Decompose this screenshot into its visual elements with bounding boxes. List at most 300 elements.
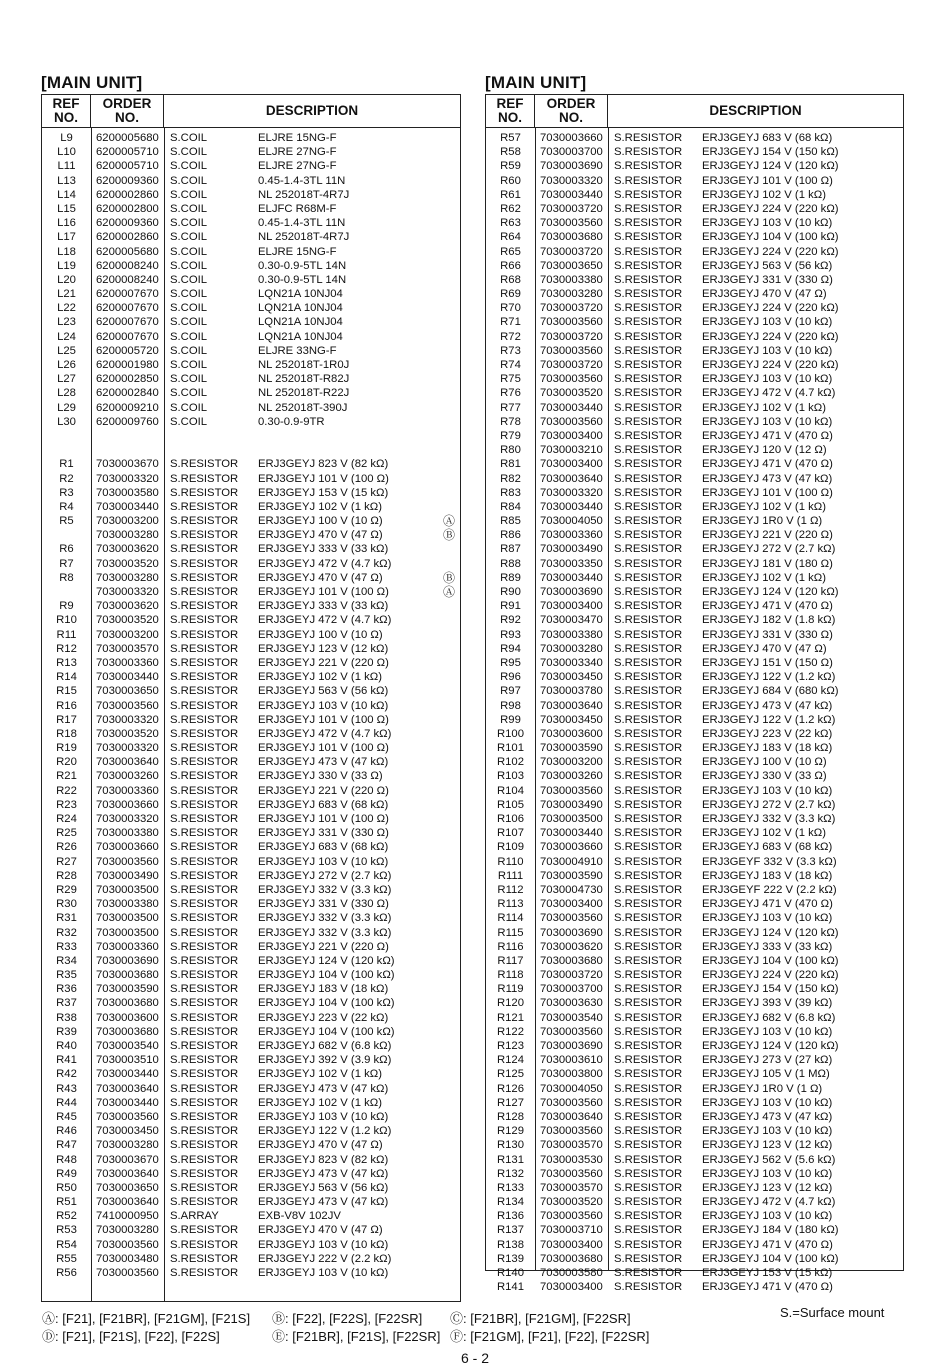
part-type-cell: S.RESISTOR	[614, 841, 683, 854]
part-value-cell: ERJ3GEYJ 470 V (47 Ω)	[258, 529, 383, 542]
table-header	[486, 95, 903, 128]
table-row	[42, 699, 460, 713]
variant-mark-cell	[438, 1153, 460, 1167]
part-type-cell: S.RESISTOR	[170, 586, 239, 598]
ref-no-cell: L14	[57, 188, 76, 201]
variant-mark-cell: Ⓐ	[442, 514, 455, 529]
ref-no-cell: R47	[56, 1139, 77, 1152]
ref-no-cell: R31	[56, 912, 77, 925]
part-type-cell: S.RESISTOR	[170, 997, 239, 1010]
part-value-cell: ERJ3GEYJ 124 V (120 kΩ)	[702, 586, 839, 598]
part-value-cell: ERJ3GEYJ 331 V (330 Ω)	[258, 827, 389, 840]
part-type-cell: S.RESISTOR	[614, 784, 683, 797]
part-value-cell: ERJ3GEYJ 124 V (120 kΩ)	[702, 926, 839, 939]
part-value-cell: ERJ3GEYJ 103 V (10 kΩ)	[258, 699, 389, 712]
ref-no-cell: R22	[56, 784, 77, 797]
part-value-cell: ERJ3GEYJ 182 V (1.8 kΩ)	[702, 614, 836, 627]
header-label: ORDER NO.	[102, 96, 152, 125]
ref-no-cell: R105	[496, 798, 524, 811]
order-no-cell: 7030003540	[540, 1011, 603, 1024]
part-type-cell: S.RESISTOR	[614, 316, 683, 329]
part-value-cell: ERJ3GEYJ 224 V (220 kΩ)	[702, 330, 839, 343]
part-value-cell: ERJ3GEYJ 183 V (18 kΩ)	[702, 742, 833, 755]
ref-no-cell: R76	[500, 387, 521, 400]
part-value-cell: ELJRE 33NG-F	[258, 344, 337, 357]
table-body	[486, 128, 903, 1294]
part-type-cell: S.RESISTOR	[614, 344, 683, 357]
ref-no-cell: R5	[59, 515, 74, 528]
variant-mark-cell	[438, 188, 460, 202]
variant-mark-cell	[438, 1067, 460, 1081]
table-row	[486, 954, 903, 968]
order-no-cell: 7030003380	[540, 628, 603, 641]
variant-mark-cell	[438, 613, 460, 627]
order-no-cell: 7030003640	[96, 1167, 159, 1180]
ref-no-cell: R86	[500, 529, 521, 542]
table-row	[42, 542, 460, 556]
ref-no-cell: R141	[496, 1281, 524, 1294]
ref-no-cell: R20	[56, 756, 77, 769]
table-row	[486, 1025, 903, 1039]
order-no-cell: 7030003590	[96, 983, 159, 996]
order-no-cell	[91, 443, 164, 457]
table-row	[42, 1053, 460, 1067]
variant-mark-cell	[438, 1266, 460, 1280]
ref-no-cell	[42, 429, 91, 443]
part-type-cell: S.RESISTOR	[614, 1082, 683, 1095]
part-type-cell: S.RESISTOR	[170, 798, 239, 811]
ref-no-cell	[42, 443, 91, 457]
ref-no-cell: R14	[56, 671, 77, 684]
part-value-cell: ERJ3GEYJ 473 V (47 kΩ)	[258, 1196, 389, 1209]
order-no-cell: 7030003440	[540, 188, 603, 201]
table-row	[42, 500, 460, 514]
table-row	[42, 301, 460, 315]
part-value-cell: ERJ3GEYJ 333 V (33 kΩ)	[258, 600, 389, 613]
ref-no-cell: R103	[496, 770, 524, 783]
part-type-cell: S.RESISTOR	[170, 727, 239, 740]
ref-no-cell: R118	[497, 969, 524, 982]
variant-mark-cell	[438, 741, 460, 755]
part-value-cell: ERJ3GEYJ 124 V (120 kΩ)	[258, 954, 395, 967]
ref-no-cell: R12	[56, 642, 77, 655]
table-row	[42, 883, 460, 897]
order-no-cell: 7030003570	[96, 642, 159, 655]
table-row	[486, 1153, 903, 1167]
variant-mark-cell	[438, 401, 460, 415]
table-row	[42, 968, 460, 982]
table-row	[486, 486, 903, 500]
part-type-cell: S.RESISTOR	[170, 841, 239, 854]
order-no-cell: 7030003560	[540, 1096, 603, 1109]
ref-no-cell: R136	[496, 1210, 524, 1223]
ref-no-cell: R82	[500, 472, 521, 485]
ref-no-cell: R109	[496, 841, 524, 854]
order-no-cell: 7030003600	[96, 1011, 159, 1024]
column-divider	[608, 128, 609, 1270]
table-row	[42, 613, 460, 627]
order-no-cell: 7030003440	[540, 827, 603, 840]
part-value-cell: ERJ3GEYJ 470 V (47 Ω)	[702, 642, 827, 655]
order-no-cell: 7030003560	[96, 855, 159, 868]
table-row	[486, 174, 903, 188]
ref-no-cell: R42	[56, 1068, 77, 1081]
ref-no-cell: R46	[56, 1125, 77, 1138]
table-row	[42, 1153, 460, 1167]
table-row	[486, 557, 903, 571]
part-type-cell: S.COIL	[170, 288, 208, 301]
ref-no-cell: R4	[59, 500, 74, 513]
part-value-cell: ERJ3GEYJ 122 V (1.2 kΩ)	[702, 671, 836, 684]
part-type-cell: S.RESISTOR	[614, 1096, 683, 1109]
order-no-cell: 7030003320	[96, 813, 159, 825]
order-no-cell: 7030003720	[540, 330, 603, 343]
table-row	[486, 755, 903, 769]
table-row	[42, 1138, 460, 1152]
table-row	[42, 869, 460, 883]
order-no-cell: 7030003490	[540, 543, 603, 556]
part-value-cell: ERJ3GEYJ 682 V (6.8 kΩ)	[702, 1011, 836, 1024]
order-no-cell: 7030003260	[540, 770, 603, 783]
part-type-cell: S.RESISTOR	[170, 600, 239, 613]
table-row	[486, 812, 903, 826]
order-no-cell: 6200002850	[96, 373, 159, 386]
part-value-cell: ERJ3GEYJ 101 V (100 Ω)	[258, 586, 389, 598]
part-type-cell: S.RESISTOR	[614, 883, 683, 896]
table-row	[486, 1167, 903, 1181]
part-type-cell: S.COIL	[170, 132, 208, 144]
part-type-cell: S.RESISTOR	[614, 1011, 683, 1024]
part-type-cell: S.RESISTOR	[614, 912, 683, 925]
order-no-cell: 6200008240	[96, 259, 159, 272]
variant-mark-cell	[438, 1025, 460, 1039]
part-type-cell: S.RESISTOR	[614, 699, 683, 712]
order-no-cell: 7030003660	[96, 798, 159, 811]
variant-mark-cell	[438, 372, 460, 386]
part-value-cell: ERJ3GEYJ 103 V (10 kΩ)	[702, 217, 833, 230]
part-value-cell: ERJ3GEYJ 823 V (82 kΩ)	[258, 1153, 389, 1166]
table-row	[486, 585, 903, 599]
part-type-cell: S.RESISTOR	[170, 1096, 239, 1109]
part-type-cell: S.RESISTOR	[170, 628, 239, 641]
order-no-cell: 7030003520	[96, 557, 159, 570]
section-title: [MAIN UNIT]	[485, 73, 587, 92]
variant-mark-cell	[438, 911, 460, 925]
part-type-cell: S.RESISTOR	[614, 146, 683, 159]
variant-mark-cell	[438, 174, 460, 188]
order-no-cell: 7030003280	[96, 571, 159, 584]
part-type-cell: S.RESISTOR	[614, 1238, 683, 1251]
part-value-cell: ERJ3GEYJ 153 V (15 kΩ)	[258, 486, 389, 499]
part-type-cell: S.COIL	[170, 259, 208, 272]
table-row	[42, 273, 460, 287]
part-type-cell: S.RESISTOR	[170, 1011, 239, 1024]
table-row	[486, 968, 903, 982]
part-value-cell: ERJ3GEYJ 470 V (47 Ω)	[702, 288, 827, 301]
order-no-cell: 7030003340	[540, 656, 603, 669]
table-row	[42, 1011, 460, 1025]
table-row	[486, 713, 903, 727]
table-row	[486, 1011, 903, 1025]
variant-mark-cell	[438, 202, 460, 216]
part-type-cell: S.RESISTOR	[170, 472, 239, 485]
order-no-cell: 7030003570	[540, 1181, 603, 1194]
table-row	[486, 386, 903, 400]
part-type-cell: S.RESISTOR	[170, 770, 239, 783]
part-value-cell: ERJ3GEYJ 184 V (180 kΩ)	[702, 1224, 839, 1237]
order-no-cell: 7030003650	[96, 1181, 159, 1194]
part-value-cell: ERJ3GEYJ 473 V (47 kΩ)	[258, 1082, 389, 1095]
part-value-cell: ERJ3GEYJ 154 V (150 kΩ)	[702, 983, 839, 996]
table-row	[486, 996, 903, 1010]
order-no-cell: 7030003560	[540, 784, 603, 797]
order-no-cell: 7030003210	[540, 444, 603, 457]
order-no-cell: 7030003200	[96, 628, 159, 641]
description-header: DESCRIPTION	[709, 103, 802, 118]
table-row	[486, 571, 903, 585]
ref-no-cell: L24	[57, 330, 76, 343]
ref-no-cell: R125	[496, 1068, 524, 1081]
variant-mark-cell	[438, 1138, 460, 1152]
part-type-cell: S.RESISTOR	[614, 1224, 683, 1237]
part-type-cell: S.RESISTOR	[614, 770, 683, 783]
table-row	[486, 599, 903, 613]
ref-no-cell: R45	[56, 1110, 77, 1123]
table-row	[42, 315, 460, 329]
part-value-cell: ERJ3GEYJ 330 V (33 Ω)	[258, 770, 383, 783]
part-value-cell: ERJ3GEYJ 331 V (330 Ω)	[702, 628, 833, 641]
ref-no-cell: R83	[500, 486, 521, 499]
table-row	[42, 1110, 460, 1124]
variant-mark-cell	[438, 443, 460, 457]
ref-no-cell: R2	[59, 472, 74, 485]
variant-mark-cell	[438, 642, 460, 656]
part-type-cell: S.COIL	[170, 344, 208, 357]
part-type-cell: S.RESISTOR	[614, 429, 683, 442]
part-value-cell: ERJ3GEYJ 473 V (47 kΩ)	[258, 756, 389, 769]
ref-no-cell: R127	[496, 1096, 524, 1109]
table-row	[486, 940, 903, 954]
variant-mark-cell	[438, 599, 460, 613]
ref-no-cell: R62	[500, 202, 521, 215]
part-type-cell: S.RESISTOR	[170, 1125, 239, 1138]
order-no-cell: 7030003320	[96, 472, 159, 485]
part-type-cell: S.COIL	[170, 146, 208, 159]
ref-no-cell: R70	[500, 302, 521, 315]
part-type-cell: S.RESISTOR	[614, 500, 683, 513]
part-type-cell: S.RESISTOR	[170, 699, 239, 712]
part-type-cell: S.RESISTOR	[170, 486, 239, 499]
order-no-cell: 7030003490	[96, 869, 159, 882]
part-type-cell: S.RESISTOR	[170, 883, 239, 896]
table-row	[42, 798, 460, 812]
table-row	[42, 826, 460, 840]
part-value-cell: ERJ3GEYJ 472 V (4.7 kΩ)	[702, 387, 836, 400]
footnote-f: Ⓕ: [F21GM], [F21], [F22], [F22SR]	[450, 1329, 650, 1344]
table-row	[486, 145, 903, 159]
part-value-cell: ERJ3GEYJ 124 V (120 kΩ)	[702, 1040, 839, 1052]
order-no-cell: 6200005710	[96, 160, 159, 173]
ref-no-cell: R3	[59, 486, 74, 499]
table-row	[42, 386, 460, 400]
order-no-cell: 7030003440	[540, 500, 603, 513]
table-row	[42, 585, 460, 599]
order-no-cell: 7030003620	[96, 543, 159, 556]
part-type-cell: S.RESISTOR	[170, 1110, 239, 1123]
part-type-cell: S.RESISTOR	[614, 813, 683, 825]
ref-no-cell: L26	[57, 359, 76, 371]
part-type-cell	[164, 429, 258, 443]
ref-no-cell: R1	[59, 458, 74, 471]
part-type-cell: S.RESISTOR	[614, 543, 683, 556]
order-no-cell: 7030003800	[540, 1068, 603, 1081]
order-no-cell: 7030004050	[540, 515, 603, 528]
header-label: ORDER NO.	[546, 96, 596, 125]
order-no-cell: 7030003680	[540, 954, 603, 967]
part-type-cell: S.RESISTOR	[170, 1167, 239, 1180]
order-no-cell: 7030003200	[540, 756, 603, 769]
part-value-cell: ERJ3GEYJ 122 V (1.2 kΩ)	[702, 713, 836, 726]
part-type-cell: S.RESISTOR	[614, 685, 683, 698]
ref-no-cell: R48	[56, 1153, 77, 1166]
table-row	[486, 1110, 903, 1124]
table-row	[42, 840, 460, 854]
part-value-cell: ERJ3GEYJ 181 V (180 Ω)	[702, 557, 833, 570]
order-no-cell: 7030003640	[540, 1110, 603, 1123]
order-no-cell: 7030003260	[96, 770, 159, 783]
variant-mark-cell	[438, 812, 460, 826]
order-no-cell: 7030003450	[540, 713, 603, 726]
part-value-cell: ERJ3GEYJ 332 V (3.3 kΩ)	[258, 926, 392, 939]
part-value-cell: ERJ3GEYJ 471 V (470 Ω)	[702, 1281, 833, 1294]
ref-no-cell: R128	[496, 1110, 524, 1123]
table-row	[486, 642, 903, 656]
table-row	[42, 684, 460, 698]
table-row	[486, 1195, 903, 1209]
part-value-cell: ERJ3GEYJ 102 V (1 kΩ)	[702, 401, 826, 414]
order-no-cell: 7030003440	[96, 1096, 159, 1109]
part-type-cell: S.RESISTOR	[614, 940, 683, 953]
part-type-cell: S.RESISTOR	[614, 1068, 683, 1081]
table-row	[486, 372, 903, 386]
ref-no-cell: R73	[500, 344, 521, 357]
part-type-cell: S.RESISTOR	[170, 529, 239, 542]
order-no-cell: 7030003320	[540, 486, 603, 499]
ref-no-cell: R56	[56, 1267, 77, 1279]
order-no-cell: 7030003500	[96, 926, 159, 939]
order-no-cell: 7030003400	[540, 898, 603, 911]
table-row	[486, 330, 903, 344]
ref-no-cell: R114	[497, 912, 524, 925]
order-no-cell: 7030003640	[96, 756, 159, 769]
part-type-cell: S.RESISTOR	[614, 160, 683, 173]
table-row	[486, 613, 903, 627]
table-row	[42, 855, 460, 869]
table-row	[486, 1039, 903, 1053]
part-value-cell: NL 252018T-R82J	[258, 373, 350, 386]
part-type-cell: S.COIL	[170, 273, 208, 286]
part-type-cell: S.RESISTOR	[170, 1040, 239, 1052]
table-row	[486, 202, 903, 216]
table-row	[486, 727, 903, 741]
ref-no-cell: R53	[56, 1224, 77, 1237]
variant-mark-cell	[438, 1195, 460, 1209]
part-value-cell: ERJ3GEYJ 332 V (3.3 kΩ)	[258, 883, 392, 896]
part-value-cell: ERJ3GEYJ 223 V (22 kΩ)	[702, 727, 833, 740]
part-value-cell: ERJ3GEYJ 470 V (47 Ω)	[258, 1224, 383, 1237]
table-row	[486, 315, 903, 329]
ref-no-cell: R19	[56, 742, 77, 755]
part-type-cell: S.RESISTOR	[170, 756, 239, 769]
variant-mark-cell	[438, 798, 460, 812]
order-no-cell: 7030003640	[96, 1082, 159, 1095]
ref-no-cell: R18	[56, 727, 77, 740]
order-no-cell: 6200001980	[96, 359, 159, 371]
part-type-cell: S.COIL	[170, 415, 208, 428]
order-no-cell: 7030003640	[540, 472, 603, 485]
variant-mark-cell	[438, 230, 460, 244]
footnote-e: Ⓔ: [F21BR], [F21S], [F22SR]	[272, 1329, 441, 1344]
order-no-cell: 7030003520	[96, 614, 159, 627]
part-type-cell: S.RESISTOR	[170, 642, 239, 655]
part-value-cell: NL 252018T-1R0J	[258, 359, 350, 371]
order-no-cell: 7030003360	[96, 940, 159, 953]
ref-no-cell: R116	[497, 940, 524, 953]
surface-mount-note: S.=Surface mount	[780, 1305, 885, 1320]
table-row	[486, 1252, 903, 1266]
order-no-cell: 7030003720	[540, 202, 603, 215]
order-no-cell: 6200002860	[96, 231, 159, 244]
part-value-cell: ERJ3GEYJ 101 V (100 Ω)	[258, 742, 389, 755]
ref-no-cell: R59	[500, 160, 521, 173]
table-row	[486, 415, 903, 429]
part-type-cell: S.RESISTOR	[170, 912, 239, 925]
ref-no-cell: R112	[497, 883, 524, 896]
order-no-cell: 7030003320	[540, 174, 603, 187]
part-type-cell: S.RESISTOR	[614, 515, 683, 528]
part-value-cell: ERJ3GEYJ 562 V (5.6 kΩ)	[702, 1153, 836, 1166]
variant-mark-cell	[438, 415, 460, 429]
variant-mark-cell	[438, 1252, 460, 1266]
part-type-cell: S.RESISTOR	[170, 1196, 239, 1209]
ref-no-cell: L20	[57, 273, 76, 286]
ref-no-cell: R90	[500, 586, 521, 598]
table-row	[486, 784, 903, 798]
order-no-cell: 7030003680	[96, 997, 159, 1010]
table-row	[486, 911, 903, 925]
order-no-cell: 7030003400	[540, 600, 603, 613]
ref-no-cell: R121	[496, 1011, 524, 1024]
part-value-cell: ERJ3GEYJ 682 V (6.8 kΩ)	[258, 1040, 392, 1052]
table-row	[486, 1124, 903, 1138]
part-value-cell: ERJ3GEYJ 102 V (1 kΩ)	[702, 188, 826, 201]
table-row	[42, 486, 460, 500]
ref-no-cell: R26	[56, 841, 77, 854]
ref-no-cell: R11	[56, 628, 77, 641]
table-row	[42, 159, 460, 173]
part-type-cell: S.RESISTOR	[614, 642, 683, 655]
order-no-cell: 6200007670	[96, 302, 159, 315]
part-value-cell: ERJ3GEYJ 105 V (1 MΩ)	[702, 1068, 830, 1081]
order-no-cell: 7030003690	[540, 586, 603, 598]
table-row	[42, 926, 460, 940]
table-row	[42, 131, 460, 145]
table-row	[486, 188, 903, 202]
table-row	[486, 429, 903, 443]
part-value-cell: ERJ3GEYJ 103 V (10 kΩ)	[702, 1167, 833, 1180]
part-type-cell: S.RESISTOR	[614, 656, 683, 669]
table-row	[486, 1053, 903, 1067]
